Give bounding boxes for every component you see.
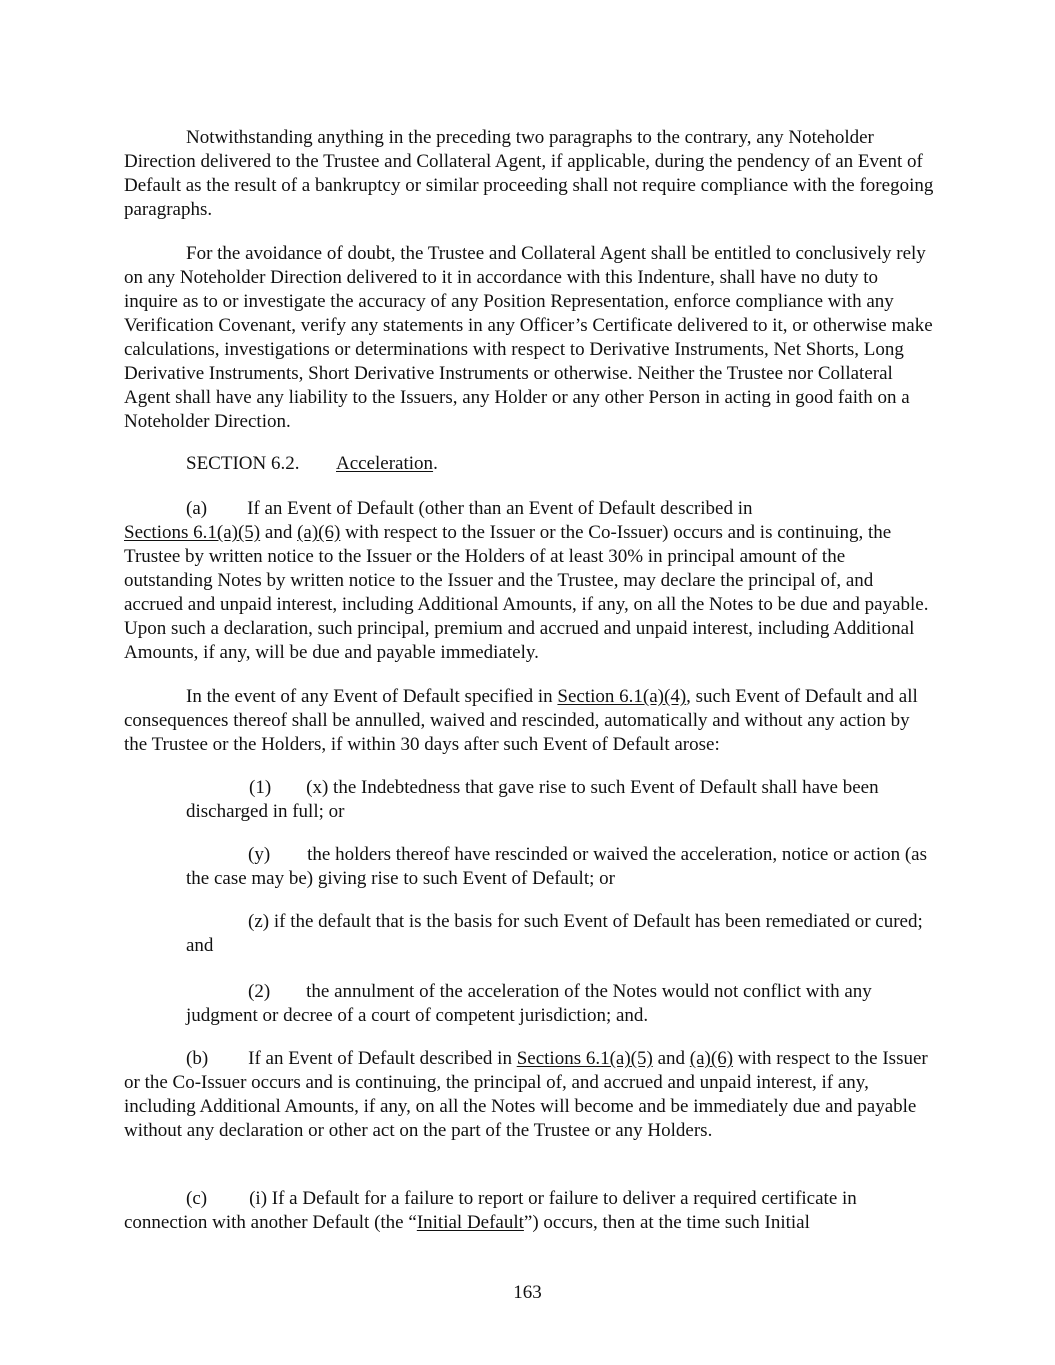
- list-item-2: (2) the annulment of the acceleration of the Notes would not conflict with any judgment or decree of a court of competent jurisdiction; and.: [186, 981, 872, 1026]
- list-item-y: (y) the holders thereof have rescinded or waived the acceleration, notice or action (as the case may be) giving rise to such Event of Default; or: [186, 844, 928, 889]
- page-number: 163: [513, 1282, 542, 1303]
- section-number: SECTION 6.2.: [186, 453, 300, 474]
- paragraph-c: (c) (i) If a Default for a failure to report or failure to deliver a required certificate in connection with another Default (the “Initial Default”) occurs, then at the time such Initial: [124, 1188, 857, 1233]
- list-item-1: (1) (x) the Indebtedness that gave rise to such Event of Default shall have been discharged in full; or: [186, 777, 879, 822]
- item-label-1: (1): [249, 777, 272, 798]
- cross-reference: Sections 6.1(a)(5): [124, 522, 261, 543]
- list-item-z: (z) if the default that is the basis for such Event of Default has been remediated or cured; and: [186, 911, 923, 956]
- paragraph-b: (b) If an Event of Default described in Sections 6.1(a)(5) and (a)(6) with respect to the Issuer or the Co-Issuer occurs and is continuing, the principal of, and accrued and unpaid interest, if any, including Additional Amounts, if any, on all the Notes will become and be immediately due and payable without any declaration or other act on the part of the Trustee or any Holders.: [124, 1048, 928, 1141]
- item-label-2: (2): [248, 981, 271, 1002]
- paragraph-a: (a) If an Event of Default (other than an Event of Default described in Sections 6.1(a)(5) and (a)(6) with respect to the Issuer or the Co-Issuer) occurs and is continuing, the Trustee by written notice to the Issuer or the Holders of at least 30% in principal amount of the outstanding Notes by written notice to the Issuer and the Trustee, may declare the principal of, and accrued and unpaid interest, including Additional Amounts, if any, on all the Notes to be due and payable. Upon such a declaration, such principal, premium and accrued and unpaid interest, including Additional Amounts, if any, will be due and payable immediately.: [124, 498, 929, 663]
- section-heading: SECTION 6.2. Acceleration.: [186, 453, 438, 474]
- clause-label-c: (c): [186, 1188, 208, 1209]
- clause-label-b: (b): [186, 1048, 209, 1069]
- paragraph-event-of-default: In the event of any Event of Default specified in Section 6.1(a)(4), such Event of Default and all consequences thereof shall be annulled, waived and rescinded, automatically and without any action by the Trustee or the Holders, if within 30 days after such Event of Default arose:: [124, 686, 918, 755]
- paragraph-avoidance-of-doubt: For the avoidance of doubt, the Trustee and Collateral Agent shall be entitled to conclusively rely on any Noteholder Direction delivered to it in accordance with this Indenture, shall have no duty to inquire as to or investigate the accuracy of any Position Representation, enforce compliance with any Verification Covenant, verify any statements in any Officer’s Certificate delivered to it, or otherwise make calculations, investigations or determinations with respect to Derivative Instruments, Net Shorts, Long Derivative Instruments, Short Derivative Instruments or otherwise. Neither the Trustee nor Collateral Agent shall have any liability to the Issuers, any Holder or any other Person in acting in good faith on a Noteholder Direction.: [124, 243, 933, 432]
- cross-reference: (a)(6): [297, 522, 341, 543]
- defined-term: Initial Default: [416, 1212, 524, 1233]
- item-label-y: (y): [248, 844, 271, 865]
- clause-label-a: (a): [186, 498, 208, 519]
- section-title: Acceleration: [336, 453, 434, 474]
- cross-reference: (a)(6): [689, 1048, 734, 1069]
- cross-reference: Sections 6.1(a)(5): [516, 1048, 653, 1069]
- cross-reference: Section 6.1(a)(4): [557, 686, 687, 707]
- paragraph-noteholder-direction: Notwithstanding anything in the preceding two paragraphs to the contrary, any Noteholder Direction delivered to the Trustee and Collateral Agent, if applicable, during the pendency of an Event of Default as the result of a bankruptcy or similar proceeding shall not require compliance with the foregoing paragraphs.: [124, 127, 934, 220]
